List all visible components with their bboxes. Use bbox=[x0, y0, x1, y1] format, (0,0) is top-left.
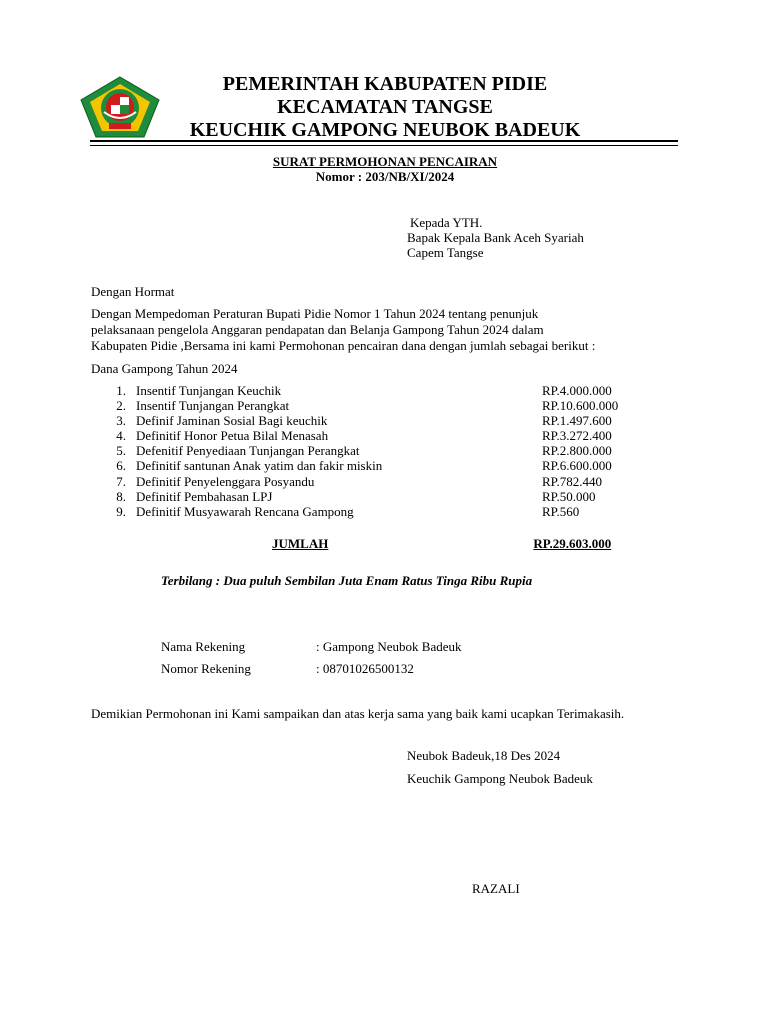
place-date: Neubok Badeuk,18 Des 2024 bbox=[407, 748, 561, 763]
account-name-label: Nama Rekening bbox=[161, 639, 246, 654]
signer-name: RAZALI bbox=[472, 881, 520, 896]
recipient-line-3: Capem Tangse bbox=[407, 245, 484, 260]
list-item: 3. Definif Jaminan Sosial Bagi keuchik RP.1.497.600 bbox=[116, 413, 612, 429]
list-item: 4. Definitif Honor Petua Bilal Menasah RP.3.272.400 bbox=[116, 428, 612, 444]
greeting: Dengan Hormat bbox=[91, 284, 175, 299]
header-rule-thick bbox=[90, 140, 678, 142]
list-item: 2. Insentif Tunjangan Perangkat RP.10.600.000 bbox=[116, 398, 619, 414]
header-village: KEUCHIK GAMPONG NEUBOK BADEUK bbox=[189, 119, 581, 141]
recipient-line-2: Bapak Kepala Bank Aceh Syariah bbox=[407, 230, 584, 245]
letter-title: SURAT PERMOHONAN PENCAIRAN bbox=[272, 154, 498, 169]
header-rule-thin bbox=[90, 145, 678, 146]
list-item: 7. Definitif Penyelenggara Posyandu RP.782.440 bbox=[116, 473, 602, 489]
recipient-line-1: Kepada YTH. bbox=[410, 215, 483, 230]
signer-title: Keuchik Gampong Neubok Badeuk bbox=[407, 771, 593, 786]
account-number-value: : 08701026500132 bbox=[316, 661, 414, 676]
amount-in-words: Terbilang : Dua puluh Sembilan Juta Enam Ratus Tinga Ribu Rupia bbox=[161, 573, 533, 588]
total-label: JUMLAH bbox=[272, 536, 329, 551]
list-item: 8. Definitif Pembahasan LPJ RP.50.000 bbox=[116, 488, 596, 504]
closing-text: Demikian Permohonan ini Kami sampaikan dan atas kerja sama yang baik kami ucapkan Terimakasih. bbox=[91, 706, 625, 721]
total-row bbox=[272, 536, 634, 551]
header-district: KECAMATAN TANGSE bbox=[277, 96, 493, 118]
list-item: 9. Definitif Musyawarah Rencana Gampong RP.560 bbox=[116, 503, 580, 519]
list-item: 5. Defenitif Penyediaan Tunjangan Perangkat RP.2.800.000 bbox=[116, 443, 612, 459]
body-line-1: Dengan Mempedoman Peraturan Bupati Pidie Nomor 1 Tahun 2024 tentang penunjuk bbox=[91, 306, 539, 321]
body-line-3: Kabupaten Pidie ,Bersama ini kami Permohonan pencairan dana dengan jumlah sebagai berikut : bbox=[91, 338, 596, 353]
account-number-label: Nomor Rekening bbox=[161, 661, 251, 676]
fund-title: Dana Gampong Tahun 2024 bbox=[91, 361, 238, 376]
total-amount: RP.29.603.000 bbox=[533, 536, 612, 551]
letter-number: Nomor : 203/NB/XI/2024 bbox=[315, 169, 455, 184]
list-item: 1. Insentif Tunjangan Keuchik RP.4.000.000 bbox=[116, 383, 612, 398]
header-government: PEMERINTAH KABUPATEN PIDIE bbox=[222, 73, 548, 95]
body-line-2: pelaksanaan pengelola Anggaran pendapatan dan Belanja Gampong Tahun 2024 dalam bbox=[91, 322, 544, 337]
list-item: 6. Definitif santunan Anak yatim dan fakir miskin RP.6.600.000 bbox=[116, 458, 612, 474]
fund-items-list bbox=[112, 383, 672, 519]
account-name-value: : Gampong Neubok Badeuk bbox=[316, 639, 462, 654]
